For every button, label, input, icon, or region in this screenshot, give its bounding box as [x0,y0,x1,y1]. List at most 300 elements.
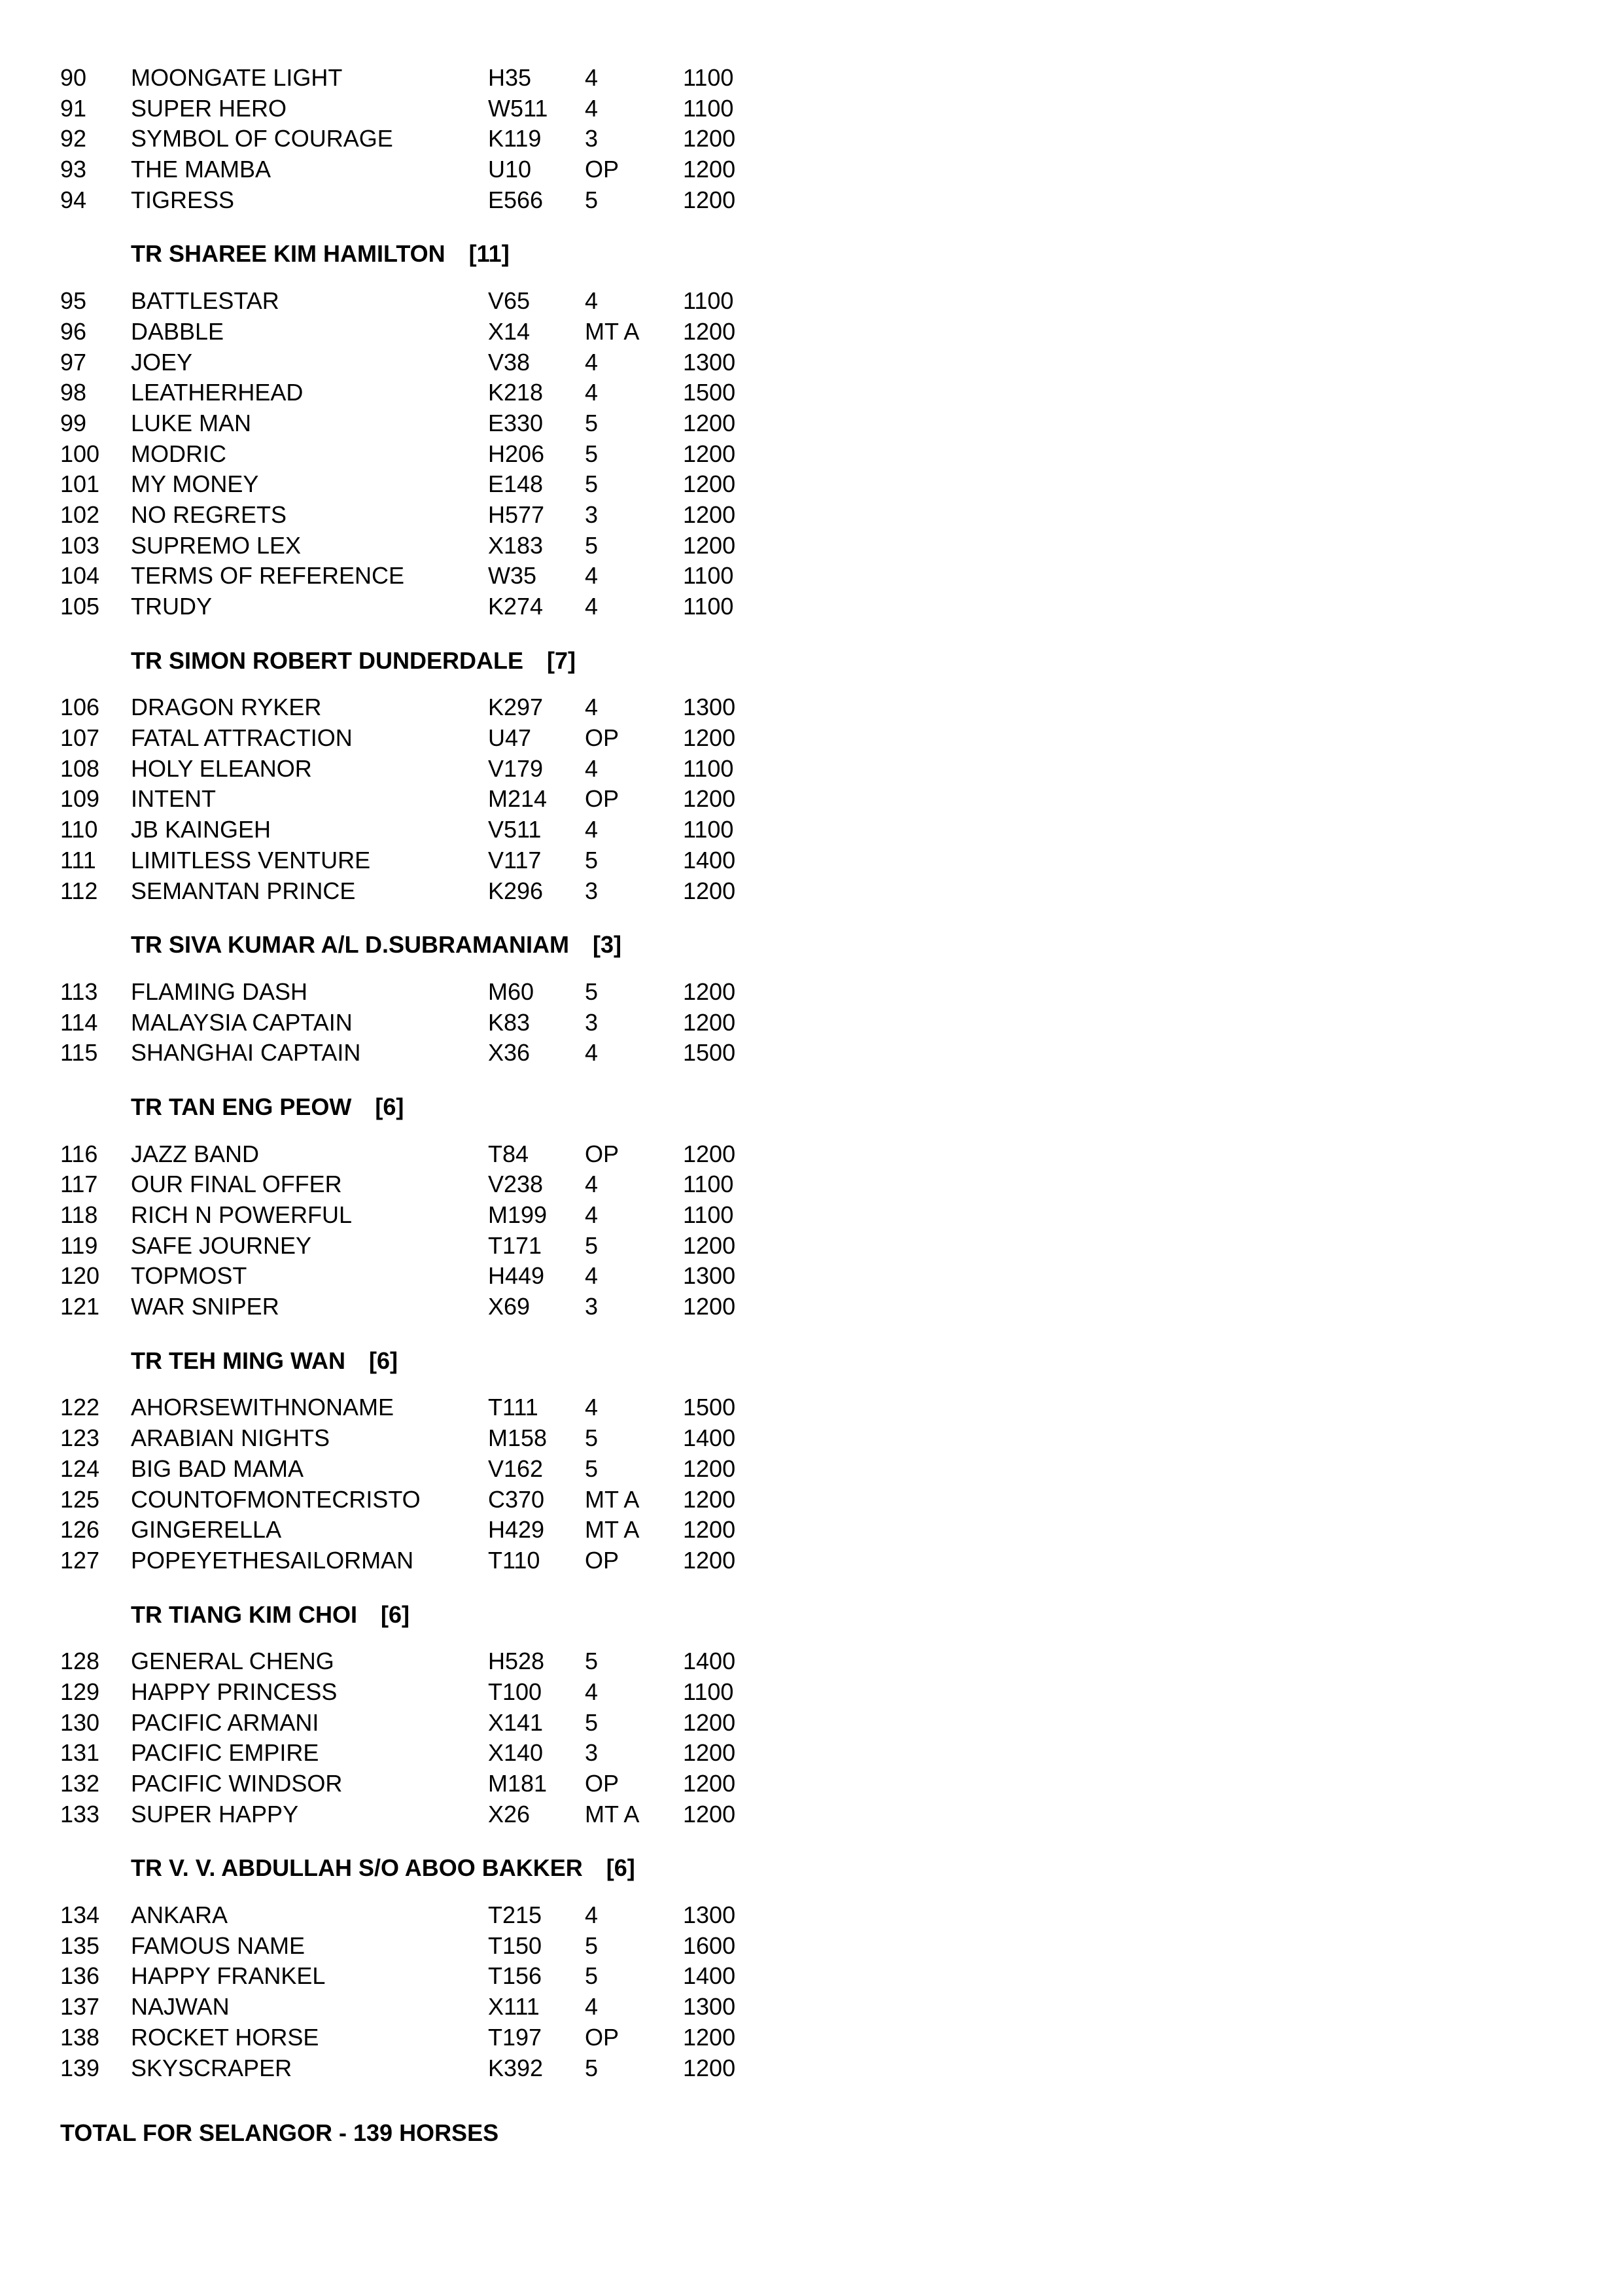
horse-class: 5 [585,1648,599,1675]
horse-code: V179 [488,754,544,782]
horse-name: JOEY [131,348,193,376]
horse-code: K218 [488,379,544,406]
horse-code: T84 [488,1140,529,1167]
horse-row [60,1738,976,1769]
horse-name: SKYSCRAPER [131,2054,292,2081]
horse-class: OP [585,2023,620,2051]
trainer-name: TR SHAREE KIM HAMILTON [131,240,445,268]
horse-number: 118 [60,1201,98,1228]
horse-row [60,1769,976,1799]
horse-number: 105 [60,593,100,620]
horse-code: T156 [488,1962,542,1990]
horse-distance: 1100 [683,562,734,590]
horse-class: OP [585,156,620,183]
horse-name: MODRIC [131,440,226,467]
horse-code: T197 [488,2023,542,2051]
horse-number: 134 [60,1901,100,1929]
horse-distance: 1500 [683,1394,736,1421]
horse-number: 124 [60,1455,100,1482]
horse-code: K119 [488,125,542,152]
horse-number: 127 [60,1546,100,1574]
horse-class: 4 [585,1678,599,1705]
trainer-horse-count: [7] [547,646,576,674]
horse-code: X69 [488,1293,531,1320]
horse-row [60,1008,976,1038]
horse-name: TIGRESS [131,186,235,213]
horse-class: 4 [585,816,599,843]
horse-class: 5 [585,846,599,874]
horse-row [60,347,976,378]
horse-distance: 1200 [683,1516,736,1544]
horse-name: PACIFIC ARMANI [131,1708,319,1736]
horse-code: T110 [488,1546,540,1574]
document-page [60,63,976,2147]
horse-number: 95 [60,287,87,315]
horse-code: X111 [488,1993,540,2021]
horse-number: 109 [60,785,100,813]
horse-number: 130 [60,1708,100,1736]
horse-distance: 1200 [683,470,736,498]
horse-class: 4 [585,94,599,122]
horse-distance: 1200 [683,531,736,559]
horse-name: SHANGHAI CAPTAIN [131,1039,361,1067]
horse-code: K297 [488,694,544,721]
horse-code: E148 [488,470,544,498]
horse-name: LUKE MAN [131,409,252,436]
horse-row [60,439,976,470]
horse-name: JAZZ BAND [131,1140,260,1167]
horse-name: JB KAINGEH [131,816,271,843]
horse-distance: 1200 [683,1008,736,1036]
horse-class: OP [585,1140,620,1167]
horse-number: 139 [60,2054,100,2081]
trainer-name: TR TIANG KIM CHOI [131,1600,357,1628]
horse-class: 4 [585,1993,599,2021]
horse-code: K274 [488,593,544,620]
horse-row [60,408,976,439]
horse-name: BIG BAD MAMA [131,1455,304,1482]
horse-row [60,1231,976,1262]
horse-row [60,1931,976,1962]
horse-row [60,1545,976,1576]
horse-row [60,185,976,216]
horse-name: WAR SNIPER [131,1293,279,1320]
horse-row [60,1139,976,1170]
horse-row [60,1392,976,1423]
horse-number: 102 [60,501,100,528]
horse-number: 131 [60,1739,100,1767]
horse-number: 96 [60,317,87,345]
horse-name: TERMS OF REFERENCE [131,562,405,590]
horse-distance: 1100 [683,754,734,782]
horse-class: OP [585,785,620,813]
horse-code: T111 [488,1394,538,1421]
horse-class: 5 [585,1708,599,1736]
horse-row [60,561,976,592]
horse-distance: 1500 [683,1039,736,1067]
horse-class: MT A [585,1516,640,1544]
horse-class: 4 [585,562,599,590]
horse-name: MOONGATE LIGHT [131,64,343,91]
horse-class: 4 [585,348,599,376]
horse-row [60,378,976,408]
horse-distance: 1200 [683,2054,736,2081]
horse-code: V65 [488,287,531,315]
horse-number: 110 [60,816,98,843]
horse-distance: 1200 [683,1293,736,1320]
horse-class: 5 [585,470,599,498]
horse-row [60,531,976,561]
horse-class: 5 [585,186,599,213]
horse-number: 129 [60,1678,100,1705]
horse-distance: 1200 [683,1800,736,1828]
horse-class: MT A [585,317,640,345]
horse-name: PACIFIC WINDSOR [131,1770,343,1797]
horse-class: 5 [585,1424,599,1452]
horse-name: GENERAL CHENG [131,1648,334,1675]
horse-distance: 1100 [683,287,734,315]
horse-name: RICH N POWERFUL [131,1201,353,1228]
horse-class: 3 [585,1008,599,1036]
horse-code: U47 [488,724,532,752]
horse-name: SYMBOL OF COURAGE [131,125,393,152]
horse-class: 5 [585,1962,599,1990]
horse-distance: 1200 [683,501,736,528]
horse-row [60,2053,976,2084]
horse-distance: 1200 [683,785,736,813]
horse-number: 100 [60,440,100,467]
horse-code: M214 [488,785,548,813]
horse-row [60,94,976,124]
horse-name: ROCKET HORSE [131,2023,319,2051]
horse-row [60,1454,976,1485]
horse-number: 128 [60,1648,100,1675]
horse-number: 104 [60,562,100,590]
horse-name: SUPER HAPPY [131,1800,299,1828]
horse-code: X14 [488,317,531,345]
horse-name: NAJWAN [131,1993,230,2021]
horse-distance: 1400 [683,1962,736,1990]
horse-class: 4 [585,1039,599,1067]
horse-distance: 1200 [683,156,736,183]
horse-name: FAMOUS NAME [131,1932,305,1959]
horse-name: HAPPY PRINCESS [131,1678,338,1705]
horse-distance: 1200 [683,1455,736,1482]
horse-row [60,1677,976,1708]
horse-row [60,754,976,785]
horse-row [60,317,976,347]
horse-number: 138 [60,2023,100,2051]
horse-distance: 1200 [683,724,736,752]
horse-number: 133 [60,1800,100,1828]
horse-class: OP [585,1770,620,1797]
horse-code: V117 [488,846,542,874]
horse-distance: 1500 [683,379,736,406]
trainer-name: TR V. V. ABDULLAH S/O ABOO BAKKER [131,1854,583,1882]
horse-code: M199 [488,1201,548,1228]
trainer-heading [60,646,976,677]
horse-number: 106 [60,694,100,721]
horse-name: DABBLE [131,317,224,345]
horse-number: 99 [60,409,87,436]
horse-row [60,784,976,815]
horse-class: 3 [585,125,599,152]
horse-class: 5 [585,1932,599,1959]
trainer-heading [60,1600,976,1631]
horse-name: MALAYSIA CAPTAIN [131,1008,353,1036]
horse-distance: 1200 [683,1708,736,1736]
horse-name: HOLY ELEANOR [131,754,312,782]
horse-code: E330 [488,409,544,436]
horse-row [60,1038,976,1069]
horse-row [60,592,976,622]
horse-number: 122 [60,1394,100,1421]
horse-distance: 1600 [683,1932,736,1959]
trainer-heading [60,1853,976,1884]
horse-code: V38 [488,348,531,376]
horse-name: SUPREMO LEX [131,531,302,559]
horse-code: T171 [488,1231,542,1259]
horse-number: 123 [60,1424,100,1452]
horse-number: 120 [60,1262,100,1290]
horse-class: 4 [585,64,599,91]
horse-code: V511 [488,816,542,843]
horse-distance: 1200 [683,877,736,904]
horse-row [60,845,976,876]
horse-distance: 1200 [683,1140,736,1167]
total-line: TOTAL FOR SELANGOR - 139 HORSES [60,2119,499,2147]
horse-code: K83 [488,1008,531,1036]
horse-row [60,1292,976,1322]
horse-class: 5 [585,1455,599,1482]
horse-row [60,154,976,185]
horse-class: 4 [585,754,599,782]
horse-code: V238 [488,1171,544,1198]
horse-number: 125 [60,1485,100,1513]
trainer-name: TR SIMON ROBERT DUNDERDALE [131,646,523,674]
horse-name: SEMANTAN PRINCE [131,877,356,904]
horse-class: 5 [585,531,599,559]
horse-name: TOPMOST [131,1262,247,1290]
trainer-horse-count: [6] [380,1600,410,1628]
horse-distance: 1200 [683,440,736,467]
horse-row [60,723,976,754]
horse-class: OP [585,1546,620,1574]
trainer-heading [60,239,976,270]
horse-name: DRAGON RYKER [131,694,322,721]
horse-number: 136 [60,1962,100,1990]
horse-row [60,1169,976,1200]
horse-name: AHORSEWITHNONAME [131,1394,394,1421]
horse-number: 132 [60,1770,100,1797]
horse-row [60,286,976,317]
horse-class: 4 [585,593,599,620]
horse-row [60,1961,976,1992]
horse-number: 98 [60,379,87,406]
horse-class: MT A [585,1800,640,1828]
horse-distance: 1100 [683,593,734,620]
horse-distance: 1200 [683,1739,736,1767]
horse-class: 5 [585,978,599,1005]
horse-row [60,1900,976,1931]
horse-row [60,1515,976,1545]
horse-distance: 1100 [683,816,734,843]
horse-distance: 1200 [683,186,736,213]
horse-distance: 1100 [683,1678,734,1705]
horse-class: 4 [585,1171,599,1198]
horse-distance: 1300 [683,1262,736,1290]
horse-row [60,2022,976,2053]
horse-distance: 1100 [683,64,734,91]
horse-code: X183 [488,531,544,559]
trainer-name: TR TAN ENG PEOW [131,1093,352,1120]
horse-number: 90 [60,64,87,91]
horse-name: PACIFIC EMPIRE [131,1739,319,1767]
horse-distance: 1300 [683,1993,736,2021]
horse-code: H528 [488,1648,545,1675]
horse-number: 117 [60,1171,98,1198]
horse-name: LIMITLESS VENTURE [131,846,371,874]
horse-class: 5 [585,2054,599,2081]
horse-distance: 1200 [683,317,736,345]
horse-distance: 1200 [683,978,736,1005]
horse-class: 5 [585,409,599,436]
horse-class: 5 [585,1231,599,1259]
horse-number: 135 [60,1932,100,1959]
horse-class: 4 [585,1394,599,1421]
horse-class: 3 [585,877,599,904]
horse-distance: 1100 [683,94,734,122]
horse-number: 121 [60,1293,100,1320]
horse-code: H577 [488,501,545,528]
horse-number: 91 [60,94,87,122]
trainer-groups [60,63,976,2083]
horse-number: 112 [60,877,98,904]
horse-code: M60 [488,978,534,1005]
horse-class: 4 [585,287,599,315]
horse-class: 3 [585,501,599,528]
horse-row [60,1485,976,1515]
trainer-name: TR SIVA KUMAR A/L D.SUBRAMANIAM [131,931,569,959]
horse-row [60,1646,976,1677]
horse-distance: 1200 [683,1770,736,1797]
horse-code: W511 [488,94,548,122]
horse-number: 116 [60,1140,98,1167]
horse-class: 4 [585,1201,599,1228]
horse-distance: 1100 [683,1171,734,1198]
horse-code: X26 [488,1800,531,1828]
horse-number: 92 [60,125,87,152]
trainer-name: TR TEH MING WAN [131,1347,345,1374]
horse-code: M158 [488,1424,548,1452]
horse-code: T150 [488,1932,542,1959]
trainer-heading [60,930,976,961]
horse-class: 3 [585,1293,599,1320]
horse-number: 103 [60,531,100,559]
horse-name: INTENT [131,785,216,813]
trainer-horse-count: [3] [592,931,621,959]
horse-code: E566 [488,186,544,213]
horse-name: THE MAMBA [131,156,271,183]
horse-number: 119 [60,1231,98,1259]
horse-row [60,1799,976,1830]
horse-number: 107 [60,724,100,752]
horse-row [60,1992,976,2022]
horse-distance: 1200 [683,409,736,436]
horse-name: NO REGRETS [131,501,287,528]
horse-distance: 1100 [683,1201,734,1228]
horse-class: OP [585,724,620,752]
trainer-heading [60,1346,976,1377]
horse-distance: 1400 [683,846,736,874]
trainer-heading [60,1092,976,1123]
horse-code: C370 [488,1485,545,1513]
horse-class: 4 [585,1901,599,1929]
horse-name: ANKARA [131,1901,228,1929]
horse-number: 108 [60,754,100,782]
horse-distance: 1300 [683,348,736,376]
horse-row [60,63,976,94]
horse-name: GINGERELLA [131,1516,282,1544]
trainer-horse-count: [11] [468,240,510,268]
horse-name: ARABIAN NIGHTS [131,1424,330,1452]
horse-name: BATTLESTAR [131,287,279,315]
horse-name: POPEYETHESAILORMAN [131,1546,414,1574]
horse-distance: 1200 [683,1231,736,1259]
horse-name: LEATHERHEAD [131,379,304,406]
horse-row [60,500,976,531]
horse-code: V162 [488,1455,544,1482]
horse-code: K392 [488,2054,544,2081]
horse-class: 3 [585,1739,599,1767]
horse-distance: 1300 [683,1901,736,1929]
horse-row [60,469,976,500]
horse-number: 97 [60,348,87,376]
horse-name: TRUDY [131,593,212,620]
horse-code: U10 [488,156,532,183]
trainer-horse-count: [6] [606,1854,635,1882]
horse-name: SUPER HERO [131,94,287,122]
horse-name: FLAMING DASH [131,978,308,1005]
horse-code: T215 [488,1901,542,1929]
horse-code: H35 [488,64,532,91]
horse-code: H449 [488,1262,545,1290]
horse-distance: 1200 [683,125,736,152]
horse-name: MY MONEY [131,470,259,498]
horse-number: 126 [60,1516,100,1544]
horse-row [60,1261,976,1292]
horse-code: W35 [488,562,537,590]
horse-distance: 1200 [683,1485,736,1513]
trainer-horse-count: [6] [375,1093,404,1120]
horse-row [60,1200,976,1231]
horse-row [60,1708,976,1739]
horse-name: FATAL ATTRACTION [131,724,353,752]
horse-code: X141 [488,1708,544,1736]
horse-name: OUR FINAL OFFER [131,1171,342,1198]
horse-number: 93 [60,156,87,183]
horse-code: X140 [488,1739,544,1767]
horse-number: 115 [60,1039,98,1067]
horse-name: HAPPY FRANKEL [131,1962,326,1990]
trainer-horse-count: [6] [368,1347,398,1374]
horse-number: 113 [60,978,98,1005]
horse-row [60,1423,976,1454]
horse-code: M181 [488,1770,548,1797]
horse-row [60,692,976,723]
horse-row [60,876,976,907]
horse-number: 137 [60,1993,100,2021]
